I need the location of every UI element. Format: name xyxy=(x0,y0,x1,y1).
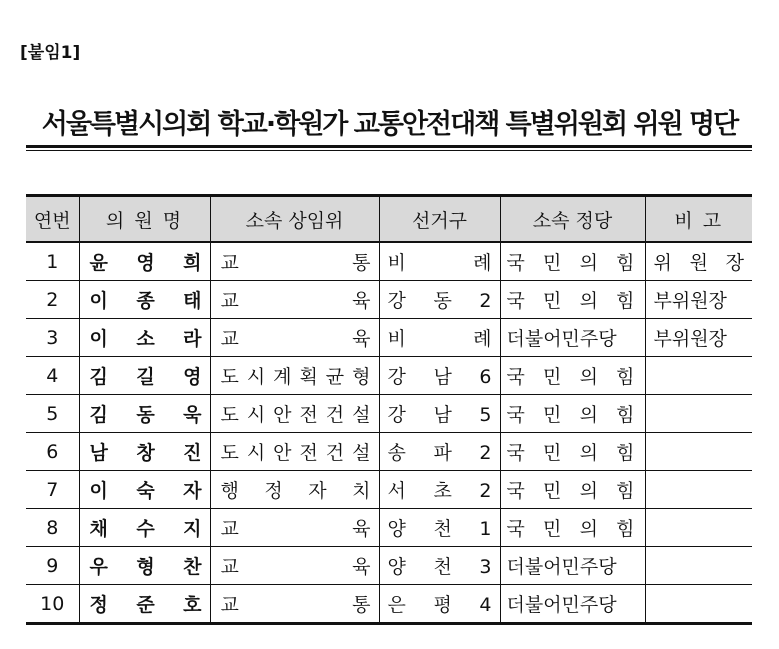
title-underline-thin xyxy=(26,150,752,151)
cell-note xyxy=(645,433,752,471)
table-row xyxy=(26,509,752,547)
cell-district: 비 례 xyxy=(379,319,500,357)
member-roster-table xyxy=(26,194,752,625)
cell-party: 국 민 의 힘 xyxy=(500,242,645,281)
cell-number: 2 xyxy=(26,281,79,319)
cell-member-name: 남 창 진 xyxy=(79,433,210,471)
cell-note xyxy=(645,509,752,547)
table-row xyxy=(26,281,752,319)
cell-number: 7 xyxy=(26,471,79,509)
cell-note xyxy=(645,395,752,433)
cell-member-name: 윤 영 희 xyxy=(79,242,210,281)
cell-district: 강 남 6 xyxy=(379,357,500,395)
header-number: 연번 xyxy=(26,196,79,243)
cell-number: 1 xyxy=(26,242,79,281)
cell-note xyxy=(645,547,752,585)
cell-member-name: 김 동 욱 xyxy=(79,395,210,433)
cell-committee: 교 육 xyxy=(210,509,379,547)
table-row xyxy=(26,433,752,471)
cell-party: 더불어민주당 xyxy=(500,319,645,357)
cell-member-name: 김 길 영 xyxy=(79,357,210,395)
table-row xyxy=(26,242,752,281)
table-row xyxy=(26,585,752,624)
cell-district: 송 파 2 xyxy=(379,433,500,471)
cell-member-name: 우 형 찬 xyxy=(79,547,210,585)
cell-district: 비 례 xyxy=(379,242,500,281)
header-party: 소속 정당 xyxy=(500,196,645,243)
cell-note xyxy=(645,585,752,624)
attachment-label: [붙임1] xyxy=(20,43,81,63)
cell-committee: 교 육 xyxy=(210,547,379,585)
title-underline-thick xyxy=(26,145,752,148)
cell-party: 국 민 의 힘 xyxy=(500,281,645,319)
cell-member-name: 채 수 지 xyxy=(79,509,210,547)
cell-party: 국 민 의 힘 xyxy=(500,395,645,433)
cell-note: 부위원장 xyxy=(645,281,752,319)
cell-committee: 교 육 xyxy=(210,281,379,319)
cell-district: 서 초 2 xyxy=(379,471,500,509)
cell-party: 국 민 의 힘 xyxy=(500,509,645,547)
header-member-name: 의 원 명 xyxy=(79,196,210,243)
cell-district: 강 남 5 xyxy=(379,395,500,433)
cell-member-name: 정 준 호 xyxy=(79,585,210,624)
cell-member-name: 이 숙 자 xyxy=(79,471,210,509)
cell-number: 6 xyxy=(26,433,79,471)
cell-party: 국 민 의 힘 xyxy=(500,357,645,395)
table-row xyxy=(26,547,752,585)
header-committee: 소속 상임위 xyxy=(210,196,379,243)
cell-committee: 교 통 xyxy=(210,585,379,624)
cell-district: 강 동 2 xyxy=(379,281,500,319)
cell-committee: 도 시 계 획 균 형 xyxy=(210,357,379,395)
cell-party: 더불어민주당 xyxy=(500,547,645,585)
cell-party: 국 민 의 힘 xyxy=(500,471,645,509)
cell-number: 4 xyxy=(26,357,79,395)
cell-district: 양 천 3 xyxy=(379,547,500,585)
cell-note xyxy=(645,357,752,395)
cell-number: 9 xyxy=(26,547,79,585)
cell-note: 부위원장 xyxy=(645,319,752,357)
table-header-row xyxy=(26,196,752,243)
cell-party: 더불어민주당 xyxy=(500,585,645,624)
cell-number: 8 xyxy=(26,509,79,547)
table-row xyxy=(26,357,752,395)
cell-member-name: 이 소 라 xyxy=(79,319,210,357)
cell-district: 은 평 4 xyxy=(379,585,500,624)
cell-committee: 행 정 자 치 xyxy=(210,471,379,509)
cell-committee: 교 육 xyxy=(210,319,379,357)
cell-committee: 도 시 안 전 건 설 xyxy=(210,395,379,433)
table-row xyxy=(26,395,752,433)
header-district: 선거구 xyxy=(379,196,500,243)
cell-member-name: 이 종 태 xyxy=(79,281,210,319)
cell-number: 5 xyxy=(26,395,79,433)
cell-number: 10 xyxy=(26,585,79,624)
table-row xyxy=(26,471,752,509)
cell-committee: 도 시 안 전 건 설 xyxy=(210,433,379,471)
cell-note: 위 원 장 xyxy=(645,242,752,281)
document-title: 서울특별시의회 학교·학원가 교통안전대책 특별위원회 위원 명단 xyxy=(41,109,738,140)
table-row xyxy=(26,319,752,357)
cell-note xyxy=(645,471,752,509)
cell-district: 양 천 1 xyxy=(379,509,500,547)
cell-number: 3 xyxy=(26,319,79,357)
cell-party: 국 민 의 힘 xyxy=(500,433,645,471)
cell-committee: 교 통 xyxy=(210,242,379,281)
header-note: 비 고 xyxy=(645,196,752,243)
